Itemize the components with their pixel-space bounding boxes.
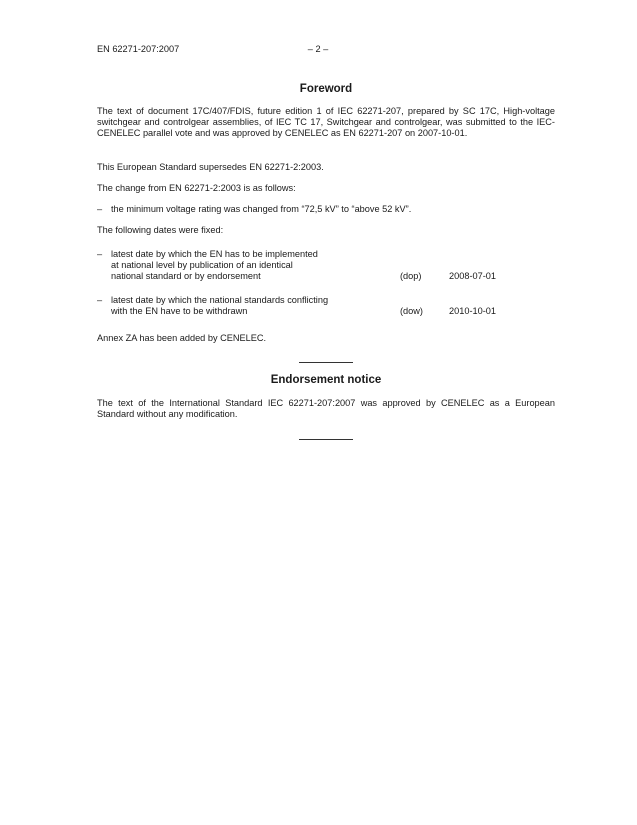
change-item-dash: – [97,204,103,214]
dates-dow-date: 2010-10-01 [449,306,496,316]
foreword-paragraph-2: This European Standard supersedes EN 62271-2:2003. [97,162,324,172]
foreword-paragraph-5: Annex ZA has been added by CENELEC. [97,333,267,343]
section-divider-1 [299,362,353,363]
header-doc-id: EN 62271-207:2007 [97,44,180,54]
foreword-paragraph-1: The text of document 17C/407/FDIS, future edition 1 of IEC 62271-207, prepared by SC 17C, High-voltage switchgear and controlgear assemblies, of IEC TC 17, Switchgear and controlgear, was submitted to the IEC-CENELEC parallel vote and was approved by CENELEC as EN 62271-207 on 2007-10-01. [97,106,555,138]
foreword-paragraph-4: The following dates were fixed: [97,225,224,235]
dates-dop-line-1: latest date by which the EN has to be implemented [111,249,318,259]
dates-dop-code: (dop) [400,271,422,281]
dates-dow-code: (dow) [400,306,423,316]
foreword-paragraph-3: The change from EN 62271-2:2003 is as follows: [97,183,296,193]
dates-dow-dash: – [97,295,103,305]
section-divider-2 [299,439,353,440]
endorsement-text: The text of the International Standard IEC 62271-207:2007 was approved by CENELEC as a European Standard without any modification. [97,398,555,419]
dates-dop-line-3: national standard or by endorsement [111,271,261,281]
endorsement-title: Endorsement notice [270,374,382,386]
dates-dop-dash: – [97,249,103,259]
foreword-title: Foreword [299,83,353,95]
change-item: the minimum voltage rating was changed from “72,5 kV” to “above 52 kV”. [111,204,412,214]
header-page-number: – 2 – [307,44,329,54]
dates-dow-line-1: latest date by which the national standards conflicting [111,295,329,305]
dates-dop-date: 2008-07-01 [449,271,496,281]
dates-dow-line-2: with the EN have to be withdrawn [111,306,248,316]
dates-dop-line-2: at national level by publication of an identical [111,260,293,270]
